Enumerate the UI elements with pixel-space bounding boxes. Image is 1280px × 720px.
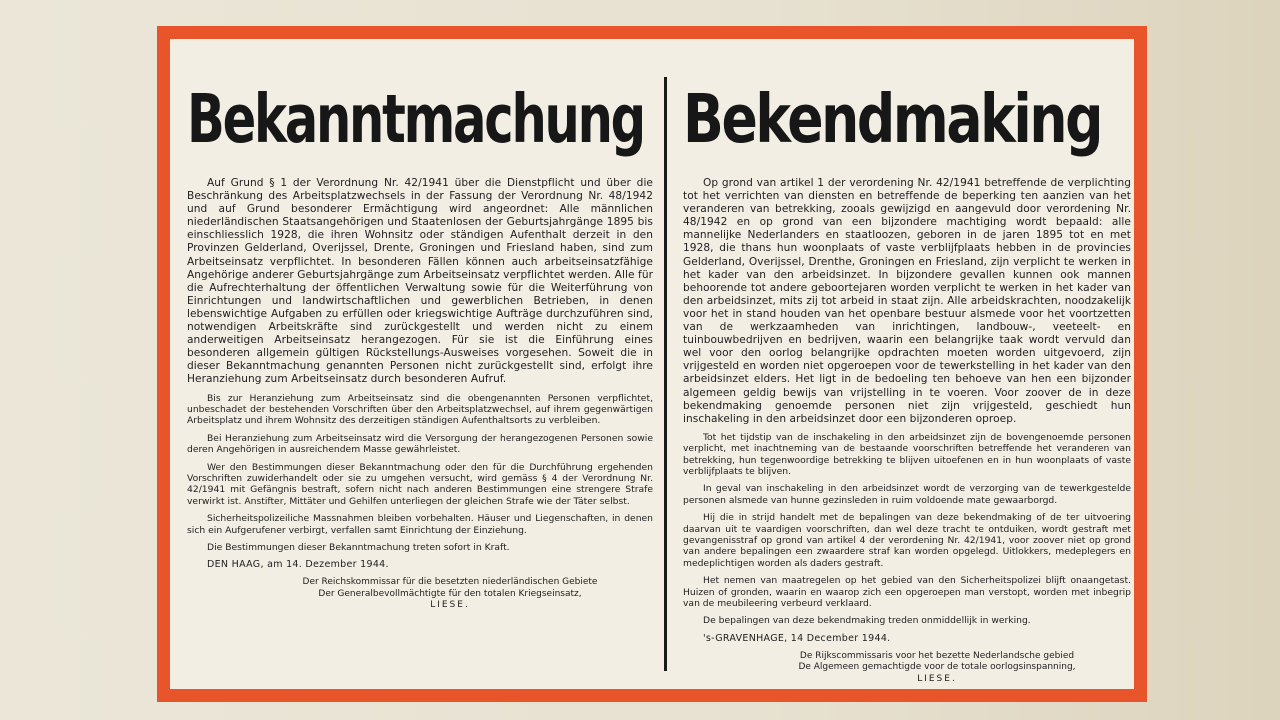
- dutch-paragraph-4: Hij die in strijd handelt met de bepalingen van deze bekendmaking of de ter uitvoering daarvan uit te vaardigen voorschriften, dan wel deze tracht te ontduiken, wordt gestraft met gevangenisstraf op grond van artikel 4 der verordening Nr. 42/1941, voor zoover niet op grond van andere bepalingen een zwaardere straf kan worden opgelegd. Uitlokkers, medeplegers en medeplichtigen worden als daders gestraft.: [683, 512, 1131, 569]
- dutch-paragraph-3: In geval van inschakeling in den arbeidsinzet wordt de verzorging van de tewerkgestelde personen alsmede van hunne gezinsleden in ruim voldoende mate gewaarborgd.: [683, 483, 1131, 506]
- german-date: DEN HAAG, am 14. Dezember 1944.: [207, 559, 389, 571]
- german-signature-line-1: Der Reichskommissar für die besetzten niederländischen Gebiete: [302, 577, 598, 588]
- german-paragraph-6: Die Bestimmungen dieser Bekanntmachung treten sofort in Kraft.: [207, 541, 510, 553]
- dutch-signature-name: LIESE.: [917, 673, 957, 684]
- german-paragraph-5: Sicherheitspolizeiliche Massnahmen bleiben vorbehalten. Häuser und Liegenschaften, in denen sich ein Aufgerufener verbirgt, verfallen samt Einrichtung der Einziehung.: [187, 513, 653, 536]
- dutch-signature-line-1: De Rijkscommissaris voor het bezette Nederlandsche gebied: [799, 650, 1075, 661]
- dutch-signature-line-2: De Algemeen gemachtigde voor de totale oorlogsinspanning,: [798, 662, 1076, 673]
- german-signature-line-2: Der Generalbevollmächtigte für den totalen Kriegseinsatz,: [318, 588, 582, 599]
- column-divider: [664, 77, 667, 671]
- german-signature-block: [187, 577, 653, 612]
- german-paragraph-3: Bei Heranziehung zum Arbeitseinsatz wird die Versorgung der herangezogenen Personen sowie deren Angehörigen in ausreichendem Masse gewährleistet.: [187, 432, 653, 456]
- german-paragraph-4: Wer den Bestimmungen dieser Bekanntmachung oder den für die Durchführung ergehenden Vorschriften zuwiderhandelt oder sie zu umgehen versucht, wird gemäss § 4 der Verordnung Nr. 42/1941 mit Gefängnis bestraft, sofern nicht nach anderen Bestimmungen eine strengere Strafe verwirkt ist. Anstifter, Mittäter und Gehilfen unterliegen der gleichen Strafe wie der Täter selbst.: [187, 461, 653, 507]
- dutch-paragraph-1: Op grond van artikel 1 der verordening Nr. 42/1941 betreffende de verplichting tot het verrichten van diensten en betreffende de beperking ten aanzien van het veranderen van betrekking, zooals gewijzigd en aangevuld door verordening Nr. 48/1942 en op grond van een bijzondere machtiging wordt bepaald: alle mannelijke Nederlanders en staatloozen, geboren in de jaren 1895 tot en met 1928, die thans hun woonplaats of vaste verblijfplaats hebben in de provincies Gelderland, Overijssel, Drenthe, Groningen en Friesland, zijn verplicht te werken in het kader van den arbeidsinzet. In bijzondere gevallen kunnen ook mannen behoorende tot andere geboortejaren worden verplicht te werken in het kader van den arbeidsinzet, mits zij tot arbeid in staat zijn. Alle arbeidskrachten, noodzakelijk voor het in stand houden van het openbare bestuur alsmede voor het voortzetten van de werkzaamheden van inrichtingen, landbouw-, veeteelt- en tuinbouwbedrijven en bedrijven, waarin een belangrijke taak wordt vervuld dan wel voor den oorlog belangrijke opdrachten moeten worden uitgevoerd, zijn vrijgesteld en worden niet opgeroepen voor de tewerkstelling in het kader van den arbeidsinzet elders. Het ligt in de bedoeling ten behoeve van hen een bijzonder algemeen geldig bewijs van vrijstelling in te voeren. Voor zoover de in deze bekendmaking genoemde personen niet zijn vrijgesteld, geschiedt hun inschakeling in den arbeidsinzet door een bijzonderen oproep.: [683, 177, 1131, 425]
- dutch-heading: Bekendmaking: [683, 80, 1102, 158]
- dutch-paragraph-5: Het nemen van maatregelen op het gebied van den Sicherheitspolizei blijft onaangetast. Huizen of gronden, waarin en waarop zich een opgeroepen man verstopt, worden met inbegrip van de meubileering verbeurd verklaard.: [683, 575, 1131, 610]
- poster: [157, 26, 1147, 702]
- dutch-signature-block: [683, 651, 1131, 686]
- dutch-column: [683, 69, 1131, 685]
- german-column: [187, 69, 653, 612]
- german-paragraph-1: Auf Grund § 1 der Verordnung Nr. 42/1941 über die Dienstpflicht und über die Beschränkung des Arbeitsplatzwechsels in der Fassung der Verordnung Nr. 48/1942 und auf Grund besonderer Ermächtigung wird angeordnet: Alle männlichen niederländischen Staatsangehörigen und Staatenlosen der Geburtsjahrgänge 1895 bis einschliesslich 1928, die ihren Wohnsitz oder ständigen Aufenthalt derzeit in den Provinzen Gelderland, Overijssel, Drente, Groningen und Friesland haben, sind zum Arbeitseinsatz verpflichtet. In besonderen Fällen können auch arbeitseinsatzfähige Angehörige anderer Geburtsjahrgänge zum Arbeitseinsatz verpflichtet werden. Alle für die Aufrechterhaltung der öffentlichen Verwaltung sowie für die Weiterführung von Einrichtungen und landwirtschaftlichen und gewerblichen Betrieben, in denen lebenswichtige Aufgaben zu erfüllen oder kriegswichtige Aufträge durchzuführen sind, notwendigen Arbeitskräfte sind zurückgestellt und werden nicht zu einem anderweitigen Arbeitseinsatz herangezogen. Für sie ist die Einführung eines besonderen allgemein gültigen Rückstellungs-Ausweises vorgesehen. Soweit die in dieser Bekanntmachung genannten Personen nicht zurückgestellt sind, erfolgt ihre Heranziehung zum Arbeitseinsatz durch besonderen Aufruf.: [187, 177, 653, 386]
- dutch-paragraph-6: De bepalingen van deze bekendmaking treden onmiddellijk in werking.: [703, 615, 1031, 627]
- dutch-date: 's-GRAVENHAGE, 14 December 1944.: [703, 632, 891, 644]
- german-signature-name: LIESE.: [430, 600, 470, 611]
- dutch-paragraph-2: Tot het tijdstip van de inschakeling in den arbeidsinzet zijn de bovengenoemde personen verplicht, met inachtneming van de bestaande voorschriften betreffende het veranderen van betrekking, hun tegenwoordige betrekking te blijven uitoefenen en in hun woonplaats of vaste verblijfplaats te blijven.: [683, 431, 1131, 477]
- german-paragraph-2: Bis zur Heranziehung zum Arbeitseinsatz sind die obengenannten Personen verpflichtet, unbeschadet der bestehenden Vorschriften über den Arbeitsplatzwechsel, auf ihrem gegenwärtigen Arbeitsplatz und ihrem Wohnsitz des derzeitigen ständigen Aufenthaltsorts zu verbleiben.: [187, 392, 653, 427]
- german-heading: Bekanntmachung: [187, 80, 644, 158]
